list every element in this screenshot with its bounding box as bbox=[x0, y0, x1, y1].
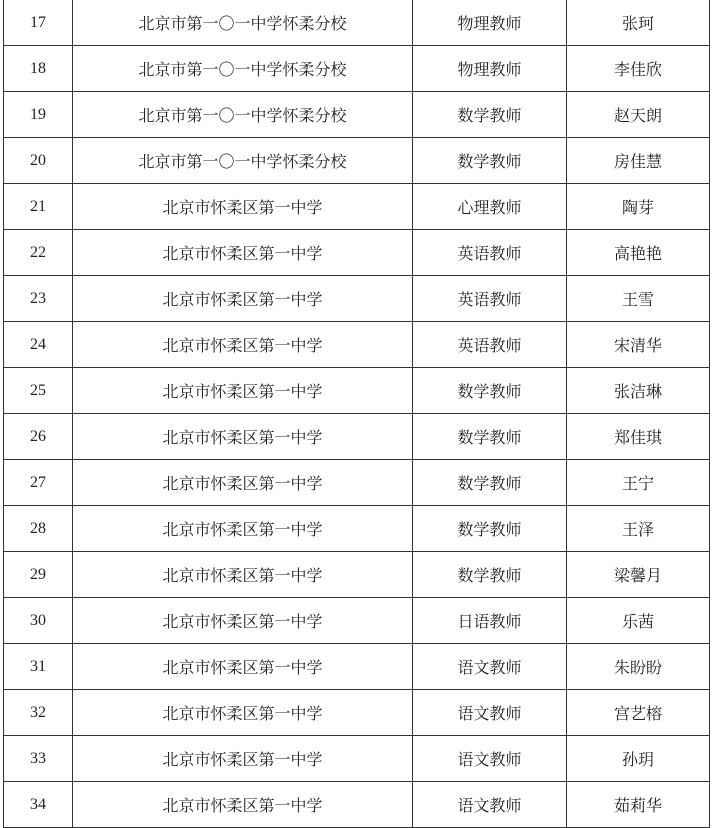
school-cell: 北京市怀柔区第一中学 bbox=[73, 414, 413, 460]
table-row bbox=[4, 598, 710, 644]
row-number: 26 bbox=[4, 414, 73, 460]
name-cell: 乐茜 bbox=[567, 598, 710, 644]
position-cell: 数学教师 bbox=[413, 368, 567, 414]
position-cell: 语文教师 bbox=[413, 782, 567, 828]
table-row bbox=[4, 644, 710, 690]
position-cell: 数学教师 bbox=[413, 552, 567, 598]
name-cell: 王泽 bbox=[567, 506, 710, 552]
row-number: 32 bbox=[4, 690, 73, 736]
position-cell: 数学教师 bbox=[413, 92, 567, 138]
name-cell: 高艳艳 bbox=[567, 230, 710, 276]
name-cell: 孙玥 bbox=[567, 736, 710, 782]
school-cell: 北京市怀柔区第一中学 bbox=[73, 598, 413, 644]
school-cell: 北京市怀柔区第一中学 bbox=[73, 460, 413, 506]
position-cell: 日语教师 bbox=[413, 598, 567, 644]
table-row bbox=[4, 690, 710, 736]
row-number: 19 bbox=[4, 92, 73, 138]
row-number: 18 bbox=[4, 46, 73, 92]
row-number: 34 bbox=[4, 782, 73, 828]
school-cell: 北京市怀柔区第一中学 bbox=[73, 184, 413, 230]
name-cell: 郑佳琪 bbox=[567, 414, 710, 460]
row-number: 24 bbox=[4, 322, 73, 368]
school-cell: 北京市怀柔区第一中学 bbox=[73, 230, 413, 276]
table-row bbox=[4, 506, 710, 552]
name-cell: 房佳慧 bbox=[567, 138, 710, 184]
position-cell: 物理教师 bbox=[413, 46, 567, 92]
table-row bbox=[4, 276, 710, 322]
row-number: 29 bbox=[4, 552, 73, 598]
position-cell: 数学教师 bbox=[413, 506, 567, 552]
position-cell: 数学教师 bbox=[413, 138, 567, 184]
table-row bbox=[4, 368, 710, 414]
position-cell: 物理教师 bbox=[413, 0, 567, 46]
school-cell: 北京市第一〇一中学怀柔分校 bbox=[73, 46, 413, 92]
position-cell: 语文教师 bbox=[413, 644, 567, 690]
school-cell: 北京市怀柔区第一中学 bbox=[73, 552, 413, 598]
table-row bbox=[4, 230, 710, 276]
table-row bbox=[4, 736, 710, 782]
table-row bbox=[4, 552, 710, 598]
row-number: 17 bbox=[4, 0, 73, 46]
school-cell: 北京市第一〇一中学怀柔分校 bbox=[73, 92, 413, 138]
name-cell: 梁馨月 bbox=[567, 552, 710, 598]
table-row bbox=[4, 92, 710, 138]
row-number: 27 bbox=[4, 460, 73, 506]
name-cell: 王宁 bbox=[567, 460, 710, 506]
position-cell: 数学教师 bbox=[413, 460, 567, 506]
name-cell: 王雪 bbox=[567, 276, 710, 322]
row-number: 31 bbox=[4, 644, 73, 690]
row-number: 22 bbox=[4, 230, 73, 276]
name-cell: 宋清华 bbox=[567, 322, 710, 368]
name-cell: 张珂 bbox=[567, 0, 710, 46]
name-cell: 宫艺榕 bbox=[567, 690, 710, 736]
position-cell: 英语教师 bbox=[413, 276, 567, 322]
school-cell: 北京市怀柔区第一中学 bbox=[73, 736, 413, 782]
row-number: 23 bbox=[4, 276, 73, 322]
school-cell: 北京市怀柔区第一中学 bbox=[73, 690, 413, 736]
table-row bbox=[4, 322, 710, 368]
table-row bbox=[4, 782, 710, 828]
position-cell: 英语教师 bbox=[413, 230, 567, 276]
name-cell: 朱盼盼 bbox=[567, 644, 710, 690]
position-cell: 语文教师 bbox=[413, 736, 567, 782]
school-cell: 北京市怀柔区第一中学 bbox=[73, 782, 413, 828]
school-cell: 北京市第一〇一中学怀柔分校 bbox=[73, 138, 413, 184]
table-row bbox=[4, 138, 710, 184]
school-cell: 北京市第一〇一中学怀柔分校 bbox=[73, 0, 413, 46]
row-number: 28 bbox=[4, 506, 73, 552]
school-cell: 北京市怀柔区第一中学 bbox=[73, 506, 413, 552]
name-cell: 张洁琳 bbox=[567, 368, 710, 414]
row-number: 20 bbox=[4, 138, 73, 184]
table-row bbox=[4, 414, 710, 460]
name-cell: 茹莉华 bbox=[567, 782, 710, 828]
school-cell: 北京市怀柔区第一中学 bbox=[73, 322, 413, 368]
table-row bbox=[4, 460, 710, 506]
school-cell: 北京市怀柔区第一中学 bbox=[73, 276, 413, 322]
teacher-list-table bbox=[3, 0, 710, 828]
table-row bbox=[4, 46, 710, 92]
position-cell: 心理教师 bbox=[413, 184, 567, 230]
table-row bbox=[4, 0, 710, 46]
teacher-list-table-wrapper bbox=[3, 0, 709, 828]
name-cell: 李佳欣 bbox=[567, 46, 710, 92]
table-body bbox=[4, 0, 710, 828]
name-cell: 陶芽 bbox=[567, 184, 710, 230]
position-cell: 数学教师 bbox=[413, 414, 567, 460]
position-cell: 语文教师 bbox=[413, 690, 567, 736]
table-row bbox=[4, 184, 710, 230]
row-number: 25 bbox=[4, 368, 73, 414]
school-cell: 北京市怀柔区第一中学 bbox=[73, 644, 413, 690]
row-number: 30 bbox=[4, 598, 73, 644]
position-cell: 英语教师 bbox=[413, 322, 567, 368]
name-cell: 赵天朗 bbox=[567, 92, 710, 138]
row-number: 33 bbox=[4, 736, 73, 782]
school-cell: 北京市怀柔区第一中学 bbox=[73, 368, 413, 414]
row-number: 21 bbox=[4, 184, 73, 230]
